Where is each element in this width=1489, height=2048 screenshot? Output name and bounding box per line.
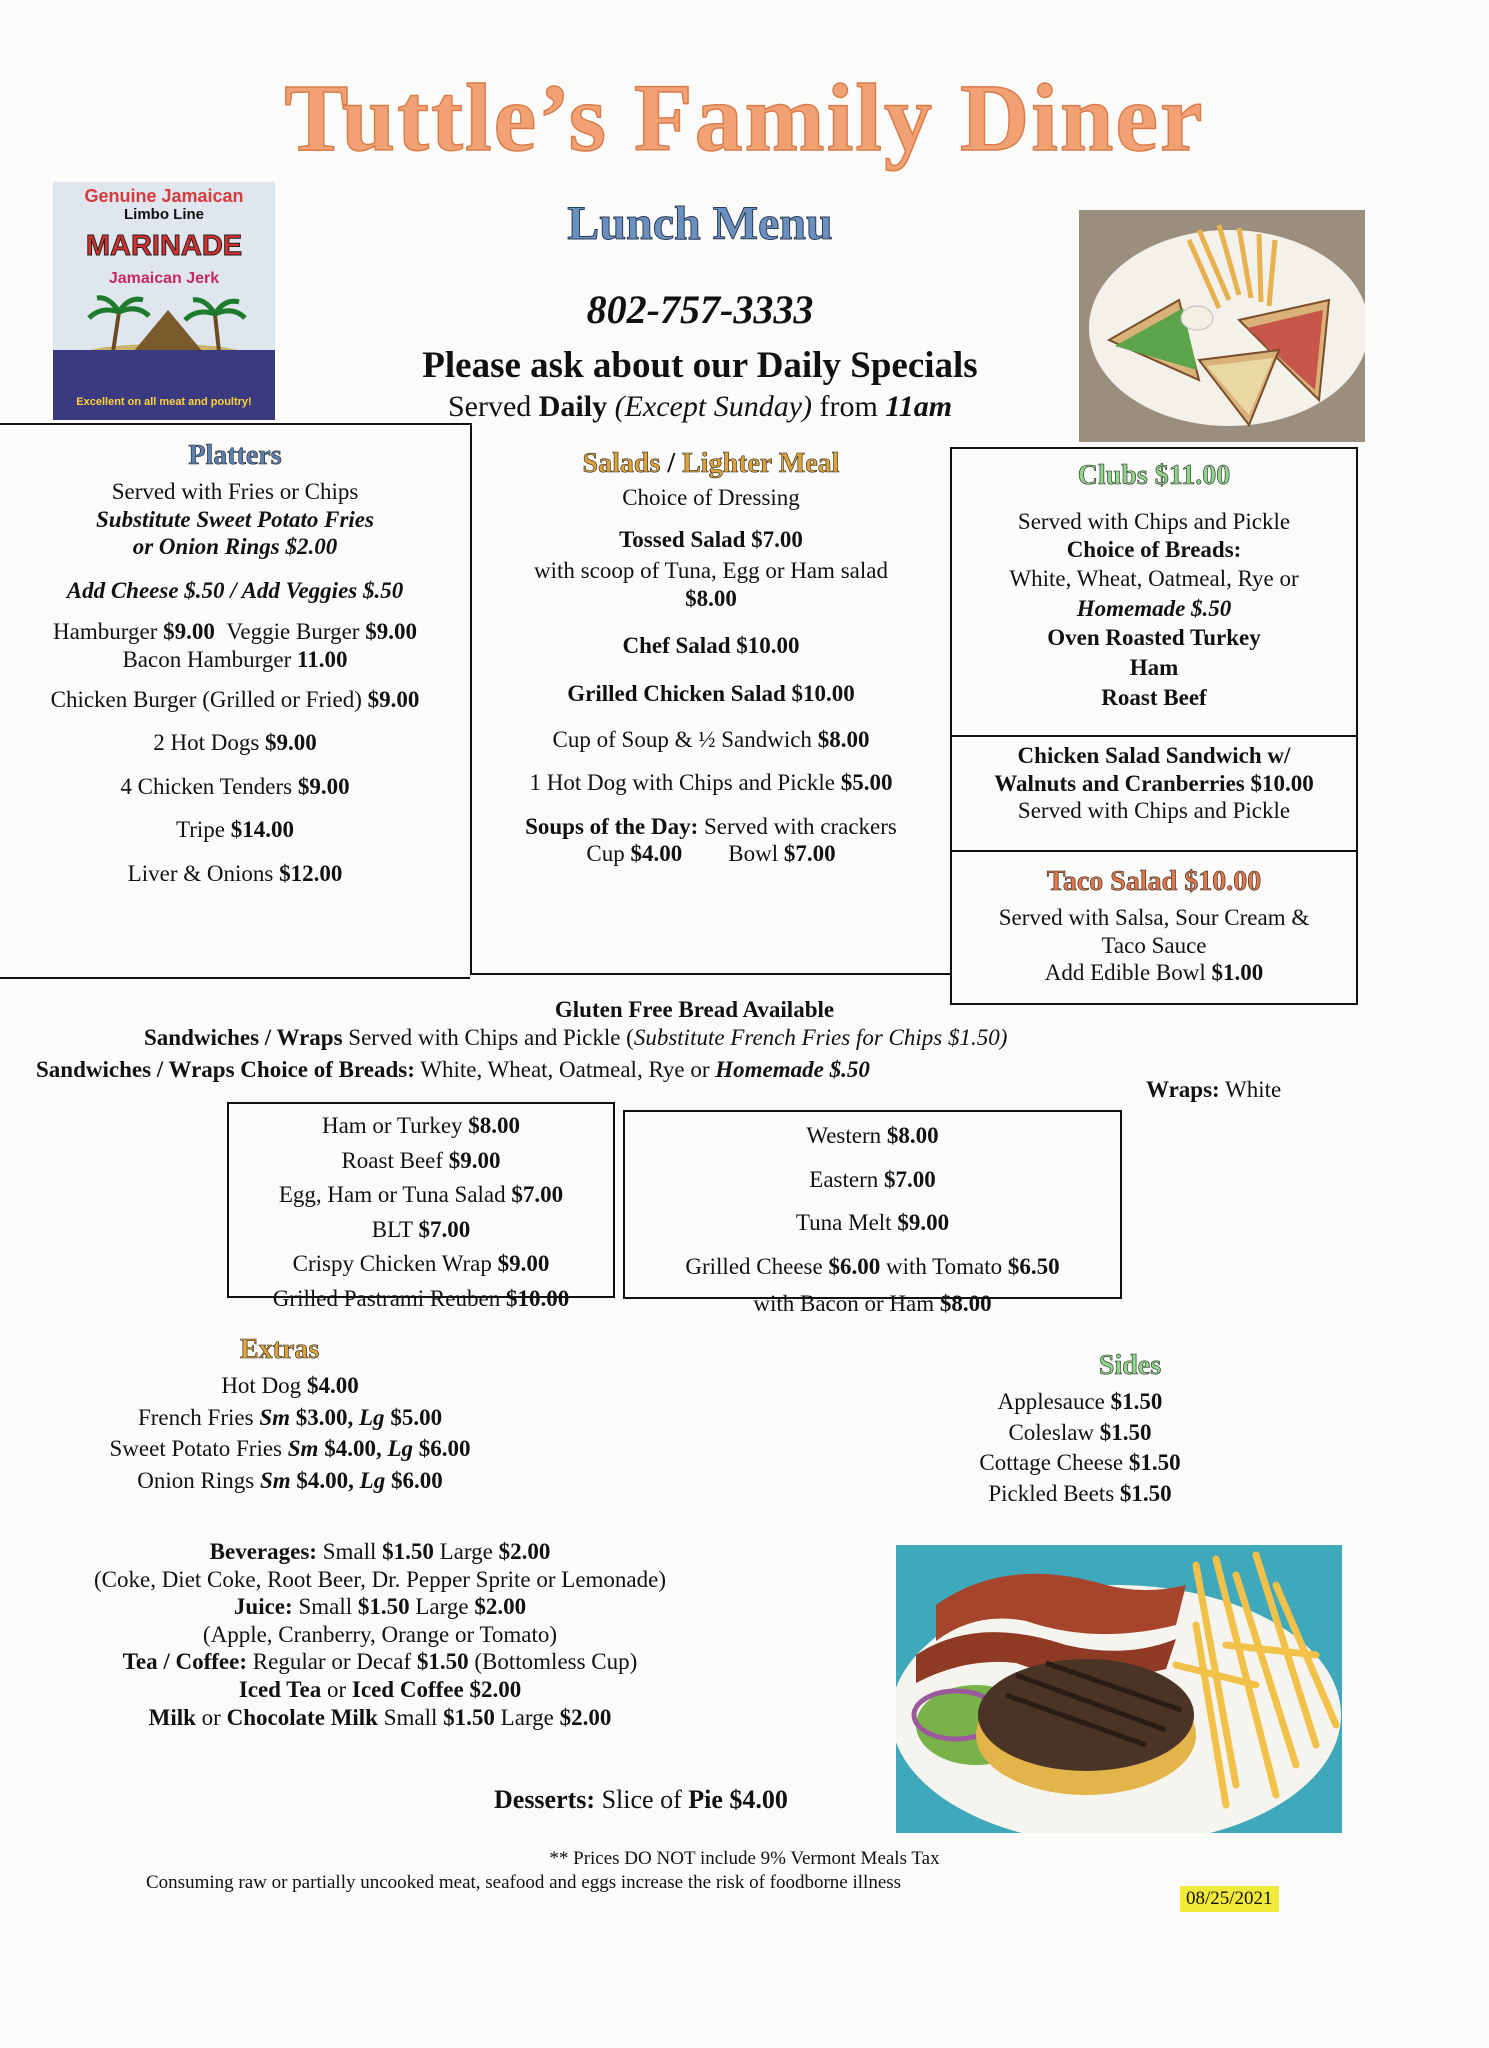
sandwich-item [229,1181,613,1209]
logo-tagline: Excellent on all meat and poultry! [76,396,252,408]
date-stamp: 08/25/2021 [1180,1886,1279,1912]
clubs-column [952,460,1356,711]
item-price: $5.00 [384,1404,443,1430]
item-name: Cup of Soup & ½ Sandwich [552,726,818,752]
juice-small: Small [292,1594,358,1620]
cup-label: Cup [586,841,631,867]
iced-or: or [321,1676,352,1702]
milk-small: Small [377,1704,444,1730]
extras-row [0,1435,580,1463]
item-name: BLT [371,1216,419,1242]
platters-row-tripe [0,816,470,844]
salads-heading [472,448,950,480]
item-price: $8.00 [886,1123,939,1148]
service-hours-except: (Except Sunday) [607,390,813,423]
chicken-line1: Chicken Salad Sandwich w/ [1017,743,1291,768]
item-price: $6.00 [385,1467,443,1493]
size-sm: Sm [287,1436,319,1462]
milk: Milk [148,1704,196,1730]
beverages-line [40,1538,720,1566]
item-price: $1.50 [1099,1419,1152,1445]
tea-note: (Bottomless Cup) [468,1649,638,1675]
item-price: $8.00 [817,726,870,752]
item-price: $1.50 [1128,1450,1181,1476]
item-price: $4.00, [318,1436,388,1462]
item-price: 11.00 [297,646,348,672]
platters-row-bacon [0,646,470,674]
item-name: Western [806,1123,887,1148]
wraps-note [1146,1076,1281,1104]
sandwich-item [229,1285,613,1313]
salads-heading-a: Salads [582,448,661,479]
item-price: $7.00 [511,1182,564,1208]
item-name: 4 Chicken Tenders [120,773,298,799]
item-name: Applesauce [997,1389,1111,1414]
item-price: $7.00 [418,1216,471,1242]
sides-item [880,1449,1280,1477]
soups-label: Soups of the Day: [525,813,699,839]
clubs-breads: White, Wheat, Oatmeal, Rye or [1009,566,1299,592]
sides-item [880,1388,1280,1416]
sides-column [880,1350,1280,1507]
item-name: Eastern [809,1166,884,1192]
clubs-heading: Clubs $11.00 [1077,460,1231,491]
bacon-burger-fries-photo [896,1545,1342,1833]
item-name: Chicken Burger (Grilled or Fried) [50,686,368,712]
bowl-price: $7.00 [783,841,836,867]
salads-tossed: Tossed Salad $7.00 [619,526,803,552]
milk-line [40,1704,720,1732]
platters-row-hotdogs [0,729,470,757]
sandwich-item [229,1147,613,1175]
item-price: $6.00 [413,1436,471,1462]
dessert-label: Desserts: [494,1785,596,1814]
logo-brand: MARINADE [85,230,243,262]
item-name: Hamburger [53,619,164,645]
item-price: $9.00 [163,619,215,645]
item-price: $9.00 [265,730,317,756]
sandwiches-text: Served with Chips and Pickle ( [342,1025,634,1050]
gluten-free-notice: Gluten Free Bread Available [554,997,835,1022]
platters-sub2: or Onion Rings $2.00 [132,534,338,560]
service-hours-time: 11am [885,390,953,423]
tea-coffee-line [40,1648,720,1676]
item-price: $4.00 [306,1373,359,1398]
sandwich-item [625,1290,1120,1318]
size-sm: Sm [259,1467,291,1493]
item-name: Onion Rings [137,1467,260,1493]
chicken-line2: Walnuts and Cranberries $10.00 [994,770,1314,796]
cup-price: $4.00 [630,841,683,867]
food-safety-warning: Consuming raw or partially uncooked meat, seafood and eggs increase the risk of foodborne illness [146,1872,902,1893]
size-lg: Lg [359,1404,385,1430]
platters-row-liver [0,860,470,888]
sandwiches-right-list [625,1122,1120,1318]
item-price: $1.50 [416,1649,469,1675]
logo-line2: Jamaican Jerk [108,270,220,287]
juice-label: Juice: [233,1594,293,1620]
iced-line [40,1676,720,1704]
marinade-logo [53,182,275,420]
item-name: Cottage Cheese [979,1450,1129,1476]
milk-large: Large [494,1704,560,1730]
soups-desc: Served with crackers [698,813,897,839]
juice-large: Large [409,1594,475,1620]
service-hours [300,390,1100,424]
chicken-salad-sandwich [952,742,1356,825]
item-name: 1 Hot Dog with Chips and Pickle [529,770,841,796]
item-price: $1.00 [1211,960,1264,986]
item-name: Coleslaw [1008,1419,1100,1445]
clubs-divider-1 [952,735,1356,737]
clubs-breads-label: Choice of Breads: [1066,536,1242,562]
item-price: $5.00 [840,770,893,796]
item-price: $2.00 [474,1594,527,1620]
item-name: Crispy Chicken Wrap [292,1251,498,1277]
extras-hotdog [0,1372,580,1400]
item-price: $8.00 [468,1113,521,1138]
burger-illustration [896,1545,1342,1833]
salads-chef: Chef Salad $10.00 [622,633,800,659]
item-price: $6.50 [1007,1253,1060,1279]
platters-heading: Platters [188,440,282,471]
beverages-column [40,1538,720,1731]
salads-dressing: Choice of Dressing [622,485,800,510]
soups-of-the-day [472,813,950,841]
bev-small: Small [316,1539,383,1564]
clubs-item: Oven Roasted Turkey [1047,625,1261,651]
taco-line1: Served with Salsa, Sour Cream & [998,905,1310,930]
logo-sea [53,350,275,420]
bev-large: Large [433,1539,499,1564]
item-price: $2.00 [463,1676,522,1702]
item-name: Sweet Potato Fries [109,1436,288,1462]
item-name: Hot Dog [221,1373,307,1398]
salads-hotdog [472,769,950,797]
taco-line3 [952,959,1356,987]
item-name: with Tomato [880,1253,1008,1279]
platters-sub1: Substitute Sweet Potato Fries [96,506,374,532]
sandwich-item [625,1209,1120,1237]
salads-scoop: with scoop of Tuna, Egg or Ham salad [534,558,888,584]
salads-column [472,448,950,868]
item-name: Veggie Burger [226,619,366,645]
sandwich-item [229,1250,613,1278]
clubs-item: Ham [1129,654,1179,680]
item-price: $9.00 [297,773,350,799]
clubs-served: Served with Chips and Pickle [1017,509,1291,534]
item-name: Pickled Beets [988,1480,1120,1506]
bev-label: Beverages: [209,1539,317,1564]
clubs-homemade: Homemade $.50 [1076,595,1232,621]
breads-label: Sandwiches / Wraps Choice of Breads: [36,1057,415,1082]
clubs-divider-2 [952,850,1356,852]
item-price: $4.00, [290,1467,360,1493]
sandwiches-line2 [36,1056,870,1084]
size-lg: Lg [387,1436,413,1462]
item-price: $12.00 [279,860,343,886]
sandwich-item [625,1166,1120,1194]
sandwich-item [229,1216,613,1244]
platters-row-burgers [0,618,470,646]
juice-line [40,1593,720,1621]
desserts-line [494,1784,788,1815]
item-name: Liver & Onions [127,860,280,886]
item-price: $1.50 [1110,1389,1163,1414]
item-price: $9.00 [897,1210,950,1236]
service-hours-from: from [812,390,886,423]
item-price: $6.00 [828,1253,881,1279]
size-sm: Sm [259,1404,290,1430]
dessert-text: Slice of [595,1785,689,1814]
sides-item [880,1480,1280,1508]
tax-note: ** Prices DO NOT include 9% Vermont Meals Tax [549,1848,940,1869]
extras-heading: Extras [240,1334,320,1365]
sandwich-item [625,1253,1120,1281]
salads-grilled-chicken: Grilled Chicken Salad $10.00 [567,680,855,706]
dessert-item: Pie $4.00 [688,1785,788,1814]
salads-heading-sep: / [660,448,683,479]
service-hours-pre: Served [447,390,539,423]
item-name: Grilled Cheese [685,1253,829,1279]
item-name: French Fries [137,1404,260,1430]
item-name: Roast Beef [341,1147,449,1173]
iced-coffee: Iced Coffee [351,1676,464,1702]
extras-row [0,1467,580,1495]
club-sandwich-illustration [1079,210,1365,442]
platters-row-tenders [0,773,470,801]
sandwich-item [625,1122,1120,1150]
item-name: Grilled Pastrami Reuben [272,1285,506,1311]
item-price: $3.00, [290,1404,359,1430]
item-price: $1.50 [382,1539,434,1564]
breads-text: White, Wheat, Oatmeal, Rye or [414,1057,716,1082]
item-price: $10.00 [505,1285,570,1311]
milk-or: or [195,1704,227,1730]
sandwiches-label: Sandwiches / Wraps [144,1025,343,1050]
sandwiches-sub: Substitute French Fries for Chips $1.50) [633,1025,1008,1050]
soups-prices [472,840,950,868]
chocolate-milk: Chocolate Milk [226,1704,378,1730]
item-price: $1.50 [443,1704,495,1730]
chicken-line3: Served with Chips and Pickle [1017,798,1291,824]
item-price: $9.00 [367,686,420,712]
item-price: $8.00 [939,1291,992,1317]
extras-column [0,1334,580,1494]
item-name: Tripe [176,817,231,843]
wraps-label: Wraps: [1146,1077,1220,1102]
taco-salad [952,866,1356,987]
club-sandwich-fries-photo [1079,210,1365,442]
item-price: $14.00 [230,817,294,843]
item-price: $2.00 [559,1704,612,1730]
sandwich-item [229,1112,613,1140]
sandwiches-line1 [144,1024,1007,1052]
item-price: $7.00 [883,1166,936,1192]
tea-label: Tea / Coffee: [122,1649,248,1675]
taco-heading: Taco Salad $10.00 [1046,866,1262,897]
restaurant-title: Tuttle’s Family Diner [284,64,1205,171]
item-name: Tuna Melt [795,1210,898,1236]
logo-line1: Limbo Line [124,206,204,223]
menu-subtitle: Lunch Menu [567,197,833,250]
item-price: $1.50 [357,1594,410,1620]
salads-soup-sandwich [472,726,950,754]
wraps-text: White [1219,1077,1282,1102]
sandwiches-left-list [229,1112,613,1313]
item-price: $2.00 [498,1539,551,1564]
beverages-list: (Coke, Diet Coke, Root Beer, Dr. Pepper Sprite or Lemonade) [93,1566,667,1592]
taco-line2: Taco Sauce [1101,932,1207,958]
item-price: $9.00 [497,1251,550,1277]
item-name: Ham or Turkey [321,1113,469,1138]
service-hours-daily: Daily [538,390,608,423]
size-lg: Lg [359,1467,386,1493]
logo-arc-text: Genuine Jamaican [84,186,244,206]
breads-homemade: Homemade $.50 [715,1057,870,1082]
item-price: $9.00 [448,1147,501,1173]
salads-heading-b: Lighter Meal [682,448,840,479]
item-name: Egg, Ham or Tuna Salad [278,1182,512,1208]
platters-served: Served with Fries or Chips [111,479,359,504]
bowl-label: Bowl [728,841,784,867]
iced-tea: Iced Tea [238,1676,322,1702]
phone-number: 802-757-3333 [586,287,814,332]
sides-heading: Sides [1098,1350,1162,1381]
clubs-item: Roast Beef [1101,684,1207,710]
specials-notice: Please ask about our Daily Specials [422,345,978,386]
item-name: Add Edible Bowl [1044,960,1212,986]
item-price: $1.50 [1119,1480,1172,1506]
item-price: $9.00 [365,619,417,645]
salads-scoop-price: $8.00 [685,585,737,611]
platters-addons: Add Cheese $.50 / Add Veggies $.50 [66,577,404,603]
sides-item [880,1419,1280,1447]
juice-list: (Apple, Cranberry, Orange or Tomato) [202,1621,558,1647]
extras-row [0,1404,580,1432]
tea-text: Regular or Decaf [247,1649,417,1675]
platters-row-chicken [0,686,470,714]
platters-column [0,440,470,888]
item-name: 2 Hot Dogs [153,730,266,756]
item-name: Bacon Hamburger [122,646,298,672]
item-name: with Bacon or Ham [753,1291,940,1317]
